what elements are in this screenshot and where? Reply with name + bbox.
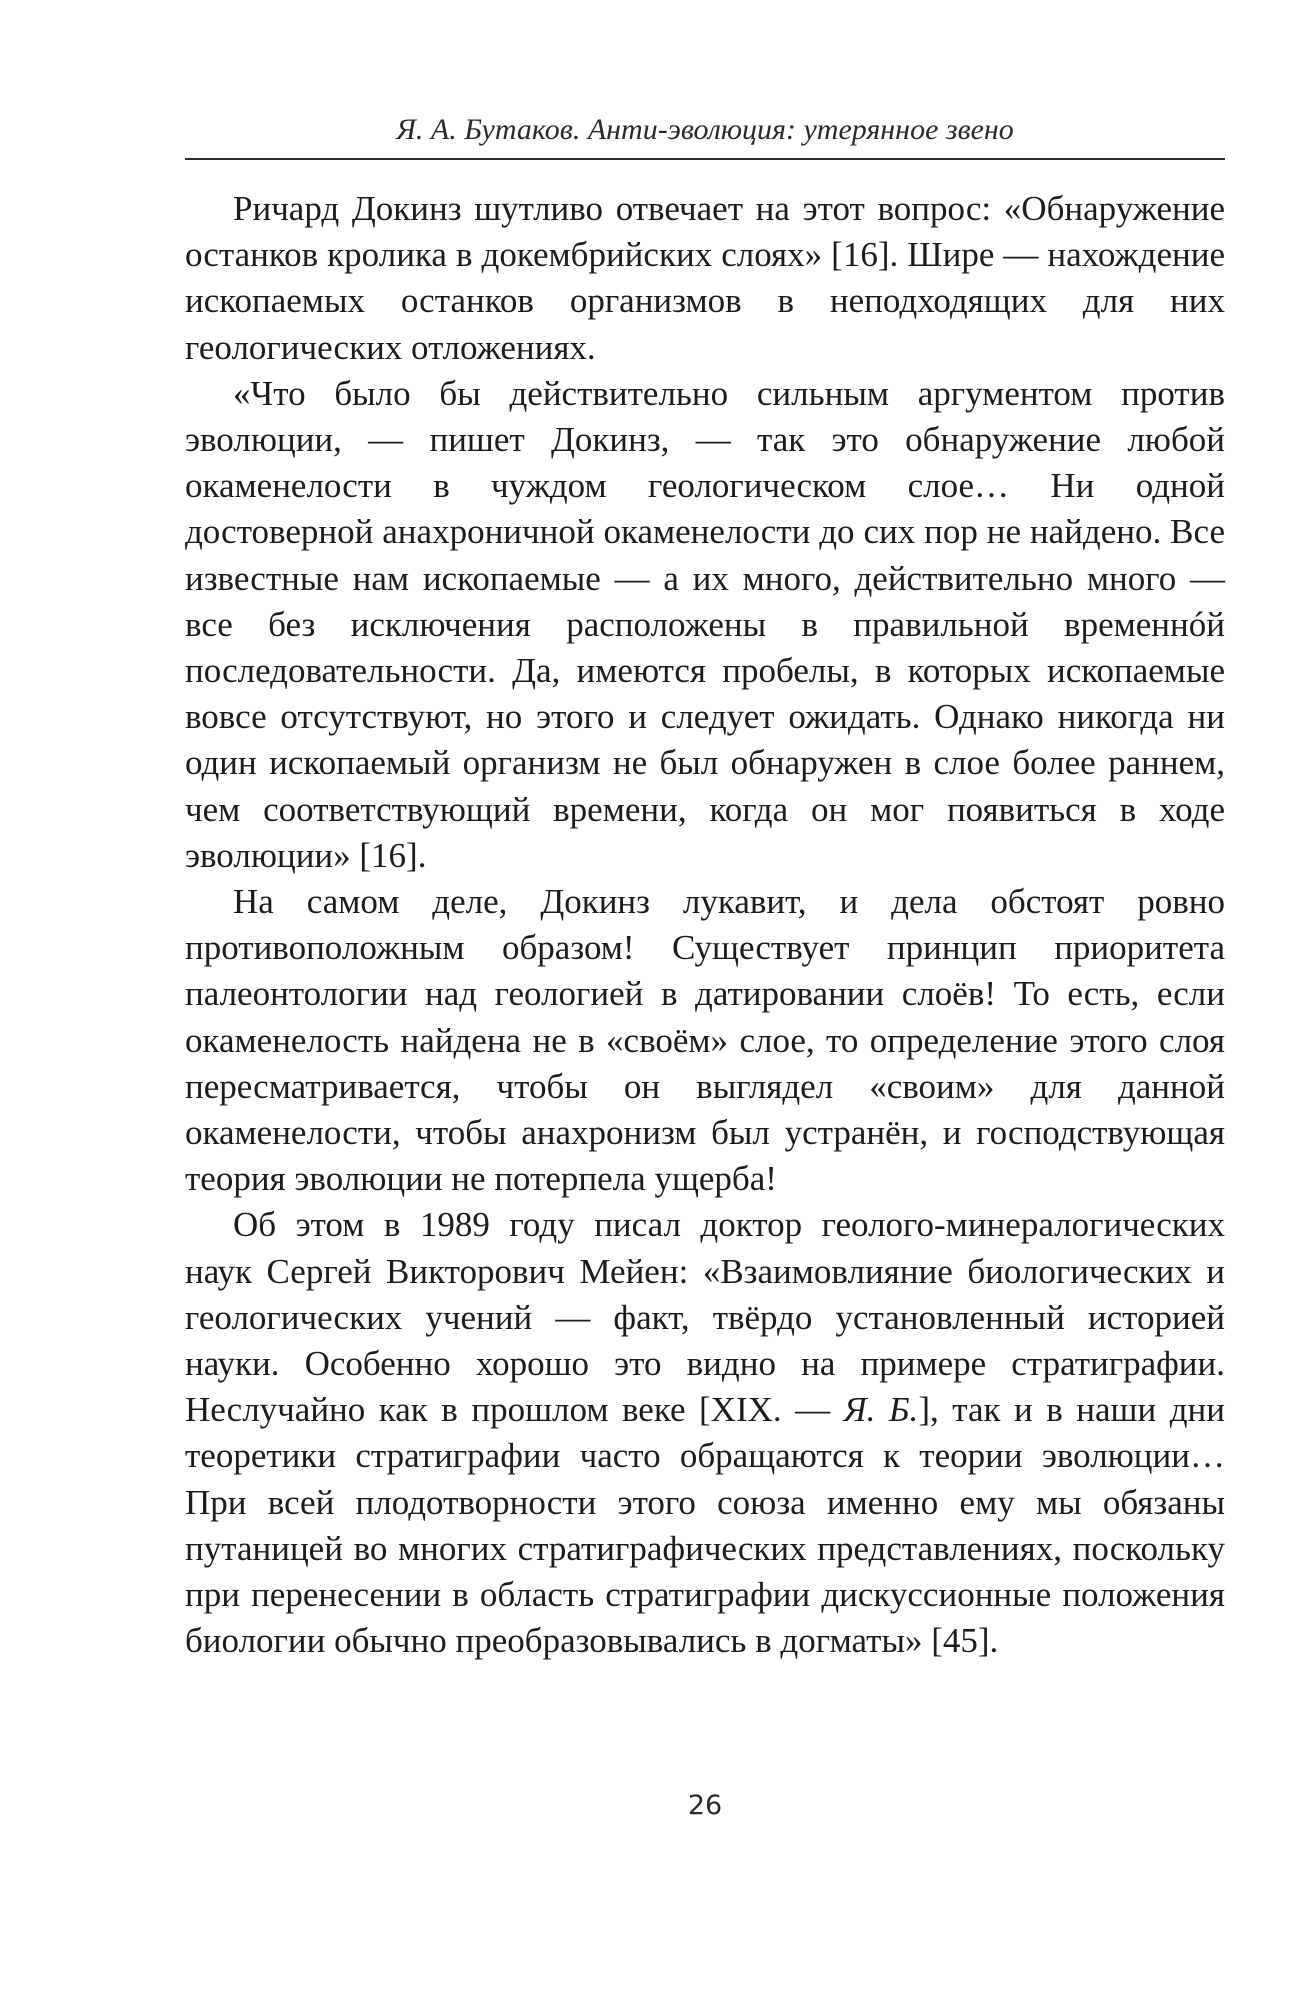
paragraph-4-text-end: ], так и в наши дни теоретики стратиграфии часто обращаются к теории эволюции… При всей плодотворности этого союза именно ему мы обязаны путаницей во многих стратиграфических представлениях, поскольку при перенесении в область стратиграфии дискуссионные положения биологии обычно преобразовывались в догматы» [45]. — [185, 1390, 1225, 1661]
paragraph-4-text-start: Об этом в 1989 году писал доктор геолого-минералогических наук Сергей Викторович Мейен: «Взаимовлияние биологических и геологических учений — факт, твёрдо установленный историей науки. Особенно хорошо это видно на примере стратиграфии. Неслучайно как в прошлом веке [XIX. — — [185, 1205, 1225, 1430]
author-initials: Я. Б. — [843, 1390, 919, 1430]
running-head: Я. А. Бутаков. Анти-эволюция: утерянное звено — [396, 113, 1014, 146]
paragraph-2: «Что было бы действительно сильным аргументом против эволюции, — пишет Докинз, — так это обнаружение любой окаменелости в чуждом геологическом слое… Ни одной достоверной анахроничной окаменелости до сих пор не найдено. Все известные нам ископаемые — а их много, действительно много — все без исключения расположены в правильной временнóй последовательности. Да, имеются пробелы, в которых ископаемые вовсе отсутствуют, но этого и следует ожидать. Однако никогда ни один ископаемый организм не был обнаружен в слое более раннем, чем соответствующий времени, когда он мог появиться в ходе эволюции» [16]. — [185, 373, 1225, 875]
paragraph-1: Ричард Докинз шутливо отвечает на этот вопрос: «Обнаружение останков кролика в докембрийских слоях» [16]. Шире — нахождение ископаемых останков организмов в неподходящих для них геологических отложениях. — [185, 189, 1225, 367]
paragraph-3: На самом деле, Докинз лукавит, и дела обстоят ровно противоположным образом! Существует принцип приоритета палеонтологии над геологией в датировании слоёв! То есть, если окаменелость найдена не в «своём» слое, то определение этого слоя пересматривается, чтобы он выглядел «своим» для данной окаменелости, чтобы анахронизм был устранён, и господствующая теория эволюции не потерпела ущерба! — [185, 882, 1225, 1199]
paragraph-4 — [185, 1202, 1225, 1664]
body-text — [185, 186, 1225, 1665]
header-rule — [185, 158, 1225, 160]
page-number: 26 — [687, 1790, 723, 1821]
